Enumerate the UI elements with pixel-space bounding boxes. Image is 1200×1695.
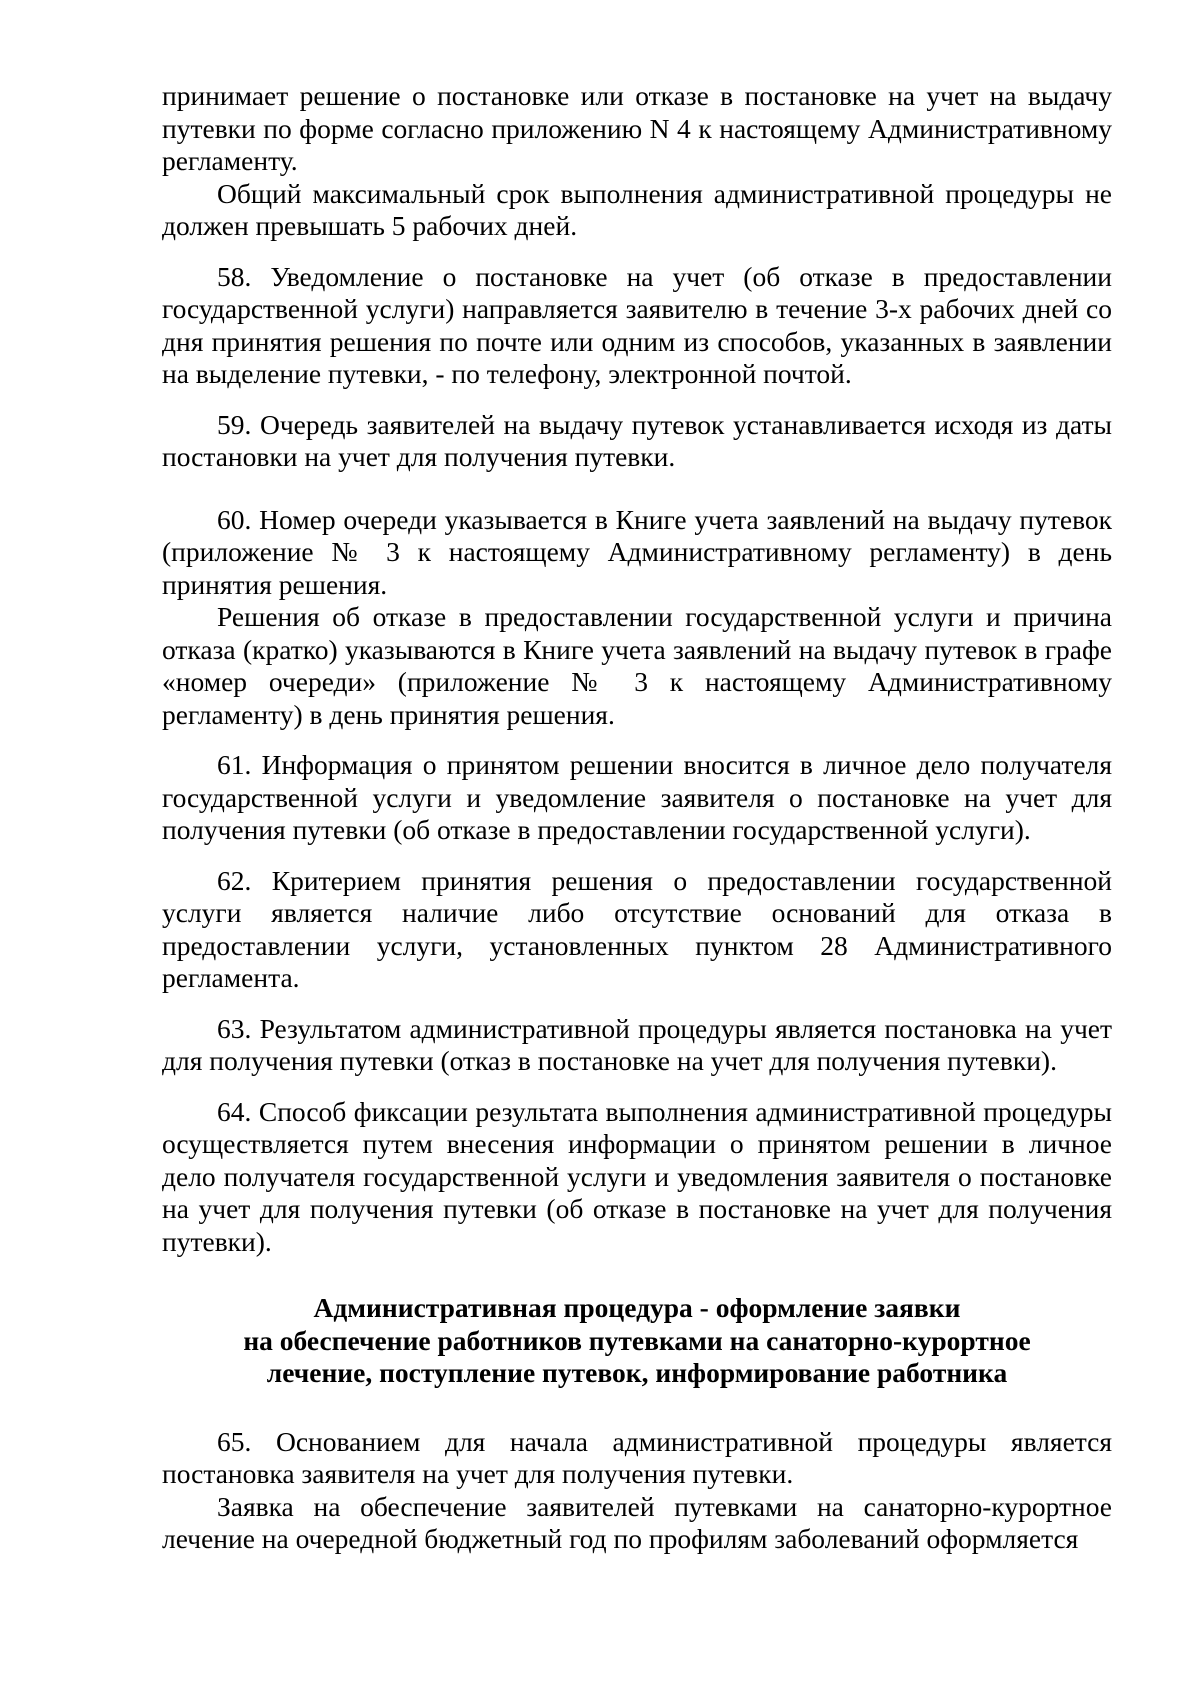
paragraph-60: 60. Номер очереди указывается в Книге учета заявлений на выдачу путевок (приложение № 3 к настоящему Административному регламенту) в день принятия решения. [162,503,1112,600]
paragraph-64: 64. Способ фиксации результата выполнения административной процедуры осуществляется путем внесения информации о принятом решении в личное дело получателя государственной услуги и уведомления заявителя о постановке на учет для получения путевки (об отказе в постановке на учет для получения путевки). [162,1095,1112,1257]
paragraph-62: 62. Критерием принятия решения о предоставлении государственной услуги является наличие либо отсутствие оснований для отказа в предоставлении услуги, установленных пунктом 28 Административного регламента. [162,864,1112,993]
paragraph-63: 63. Результатом административной процедуры является постановка на учет для получения путевки (отказ в постановке на учет для получения путевки). [162,1012,1112,1076]
paragraph-59: 59. Очередь заявителей на выдачу путевок устанавливается исходя из даты постановки на учет для получения путевки. [162,408,1112,472]
paragraph-57-deadline: Общий максимальный срок выполнения административной процедуры не должен превышать 5 рабочих дней. [162,177,1112,241]
paragraph-58: 58. Уведомление о постановке на учет (об отказе в предоставлении государственной услуги) направляется заявителю в течение 3-х рабочих дней со дня принятия решения по почте или одним из способов, указанных в заявлении на выделение путевки, - по телефону, электронной почтой. [162,260,1112,389]
section-heading-line-3: лечение, поступление путевок, информирование работника [266,1357,1008,1388]
paragraph-57-continuation: принимает решение о постановке или отказе в постановке на учет на выдачу путевки по форме согласно приложению N 4 к настоящему Административному регламенту. [162,80,1112,176]
paragraph-60-refusal: Решения об отказе в предоставлении государственной услуги и причина отказа (кратко) указываются в Книге учета заявлений на выдачу путевок в графе «номер очереди» (приложение № 3 к настоящему Административному регламенту) в день принятия решения. [162,601,1112,730]
document-page [162,80,1112,1556]
paragraph-65-application: Заявка на обеспечение заявителей путевками на санаторно-курортное лечение на очередной бюджетный год по профилям заболеваний оформляется [162,1490,1112,1554]
section-heading-line-2: на обеспечение работников путевками на санаторно-курортное [243,1324,1031,1356]
section-heading [162,1292,1112,1390]
section-heading-line-1: Административная процедура - оформление заявки [313,1292,961,1323]
paragraph-65: 65. Основанием для начала административной процедуры является постановка заявителя на учет для получения путевки. [162,1425,1112,1489]
paragraph-61: 61. Информация о принятом решении вносится в личное дело получателя государственной услуги и уведомление заявителя о постановке на учет для получения путевки (об отказе в предоставлении государственной услуги). [162,749,1112,845]
